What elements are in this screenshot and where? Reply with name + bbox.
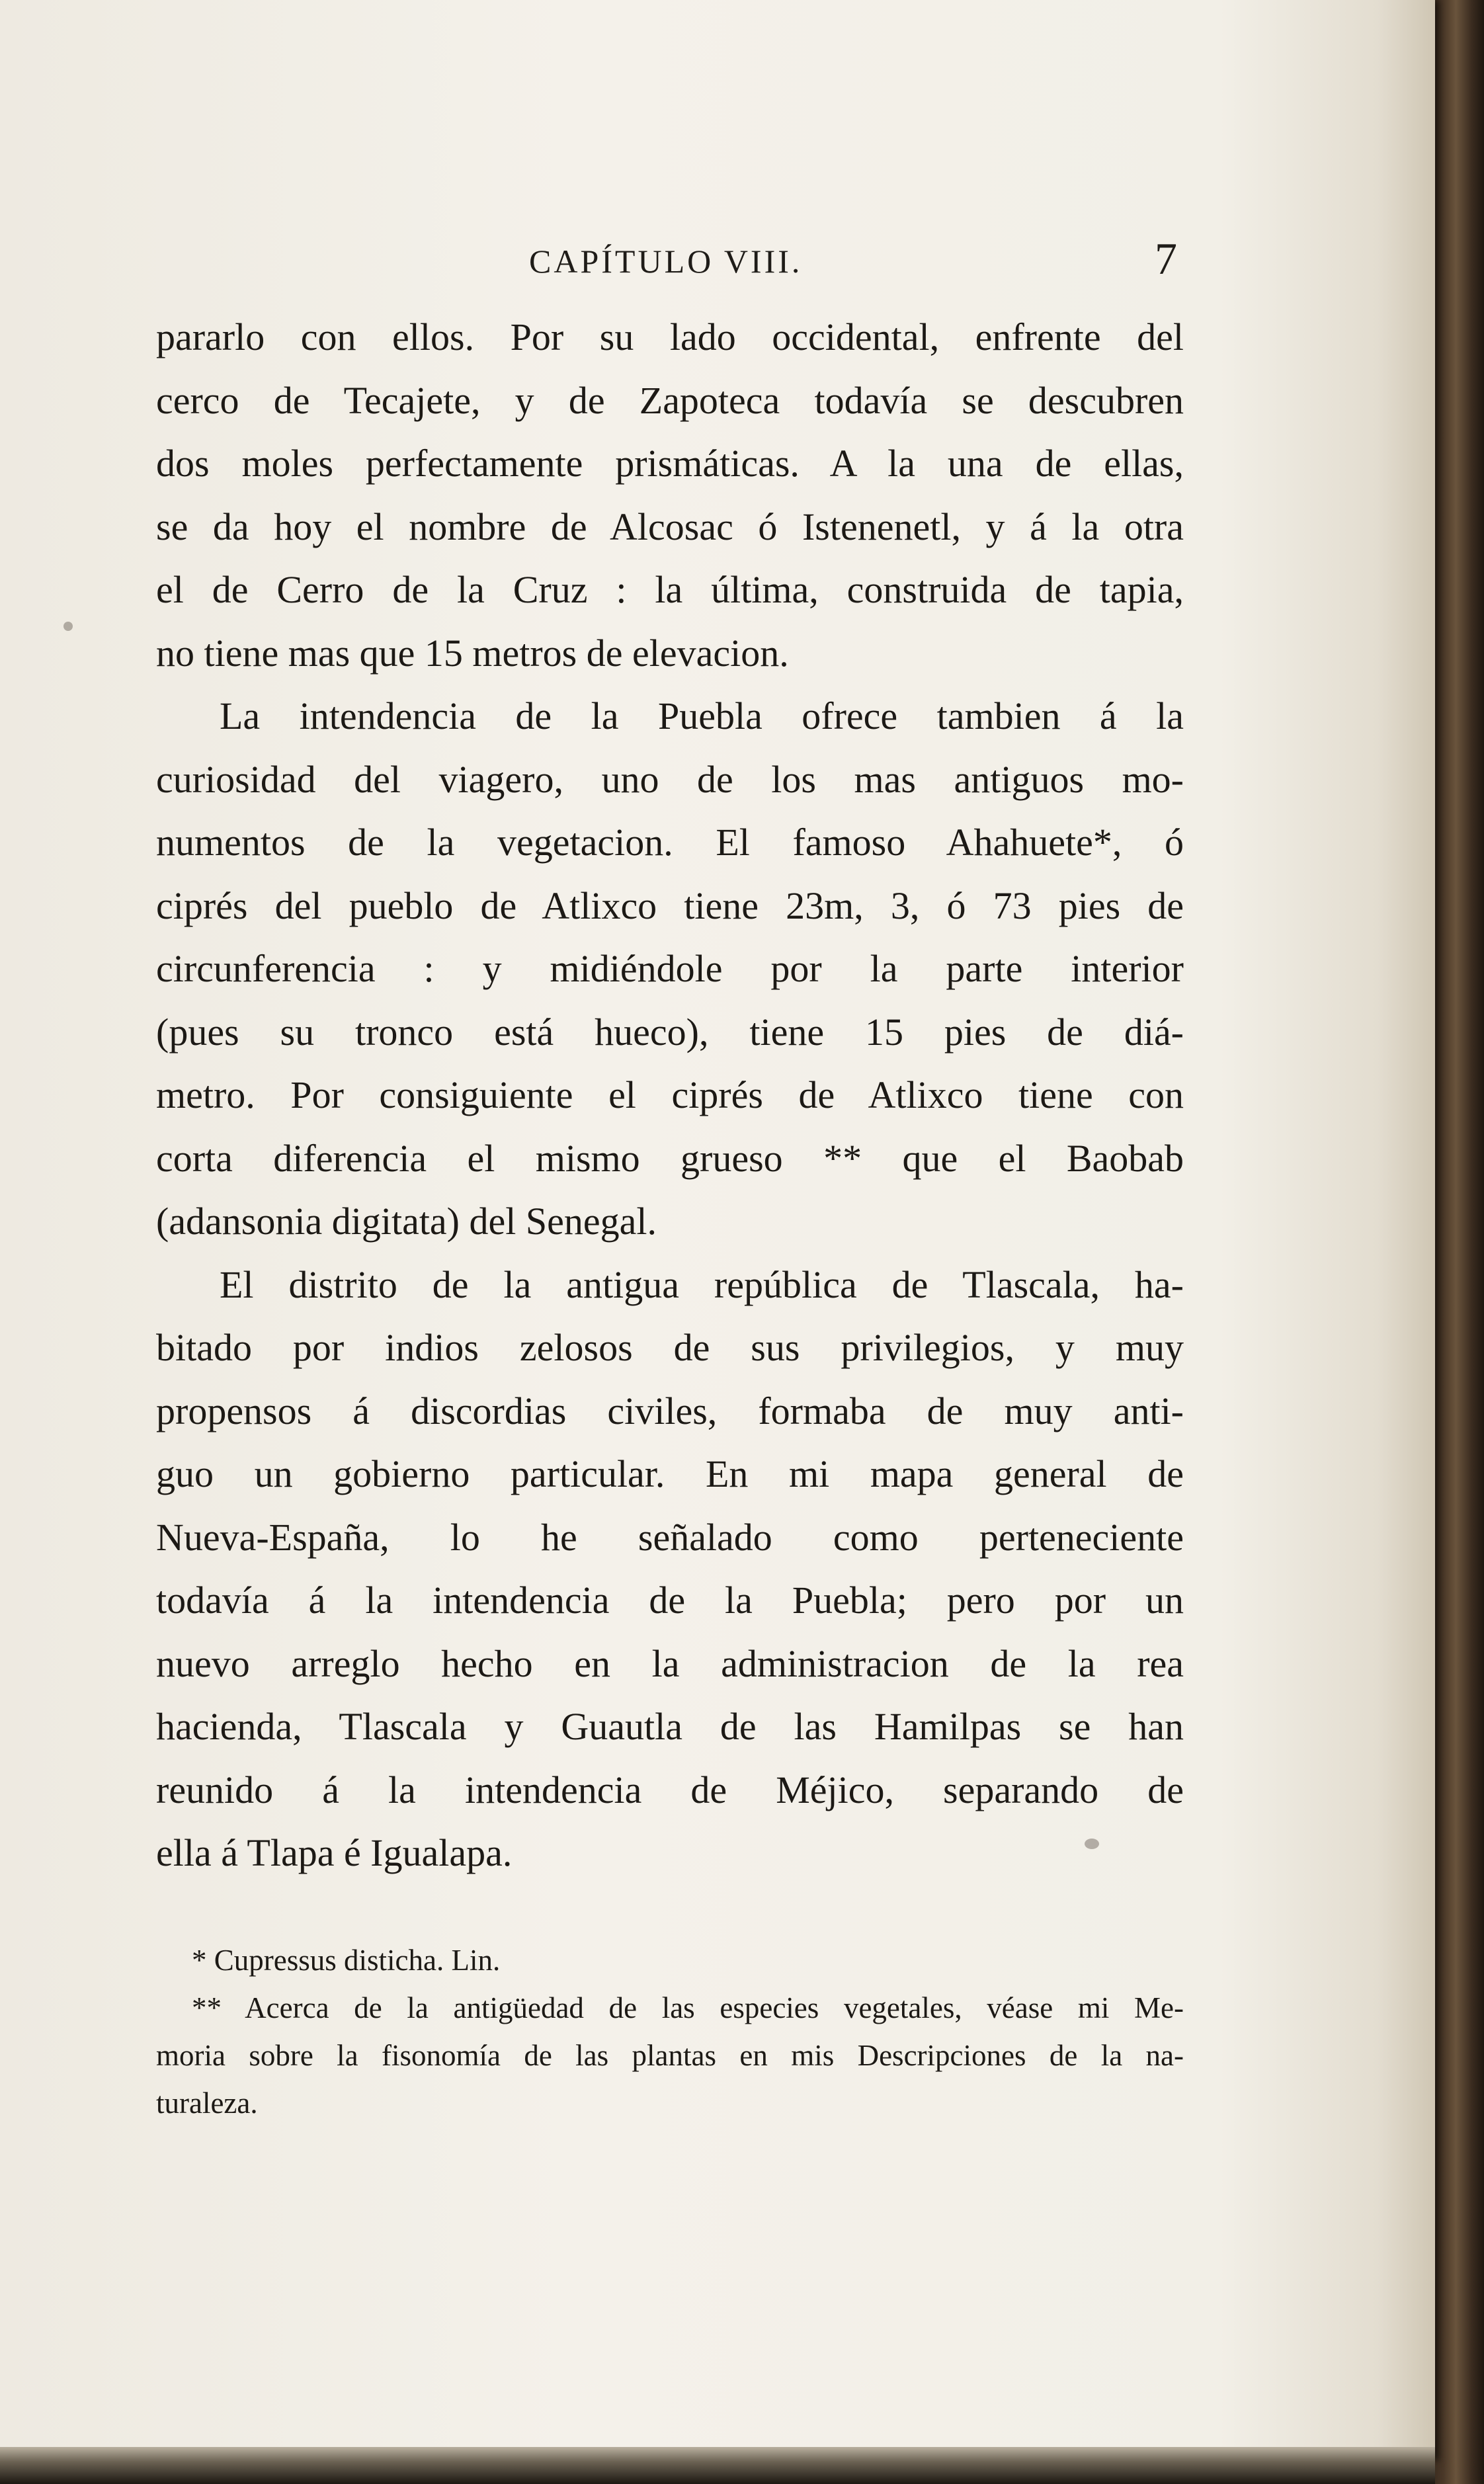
text-line: metro. Por consiguiente el ciprés de Atlixco tiene con [156, 1073, 1184, 1116]
text-line: reunido á la intendencia de Méjico, separando de [156, 1768, 1184, 1811]
text-line: corta diferencia el mismo grueso ** que el Baobab [156, 1136, 1184, 1180]
text-line: hacienda, Tlascala y Guautla de las Hamilpas se han [156, 1705, 1184, 1748]
text-line: se da hoy el nombre de Alcosac ó Istenenetl, y á la otra [156, 505, 1184, 548]
page-number: 7 [1155, 233, 1177, 284]
text-line: ciprés del pueblo de Atlixco tiene 23m, 3, ó 73 pies de [156, 884, 1184, 927]
page-header [159, 233, 1177, 286]
text-line: propensos á discordias civiles, formaba de muy anti- [156, 1389, 1184, 1432]
body-text [156, 306, 1184, 1885]
text-line: (adansonia digitata) del Senegal. [156, 1200, 657, 1243]
footnotes [156, 1936, 1184, 2127]
text-line: todavía á la intendencia de la Puebla; pero por un [156, 1579, 1184, 1622]
text-line: cerco de Tecajete, y de Zapoteca todavía se descubren [156, 378, 1184, 422]
text-line: (pues su tronco está hueco), tiene 15 pies de diá- [156, 1010, 1184, 1054]
text-line: Nueva-España, lo he señalado como perteneciente [156, 1515, 1184, 1559]
footnote-line: turaleza. [156, 2087, 258, 2120]
text-line: bitado por indios zelosos de sus privilegios, y muy [156, 1326, 1184, 1369]
text-line: nuevo arreglo hecho en la administracion de la rea [156, 1641, 1184, 1685]
running-head: CAPÍTULO VIII. [529, 243, 803, 280]
text-line: el de Cerro de la Cruz : la última, construida de tapia, [156, 568, 1184, 611]
text-line: El distrito de la antigua república de Tlascala, ha- [220, 1263, 1184, 1306]
footnote-line: moria sobre la fisonomía de las plantas en mis Descripciones de la na- [156, 2039, 1184, 2072]
text-line: La intendencia de la Puebla ofrece tambien á la [220, 694, 1184, 737]
text-line: ella á Tlapa é Igualapa. [156, 1831, 513, 1874]
footnote-line: ** Acerca de la antigüedad de las especies vegetales, véase mi Me- [192, 1991, 1184, 2024]
page-bottom-shadow [0, 2447, 1435, 2484]
text-line: numentos de la vegetacion. El famoso Ahahuete*, ó [156, 821, 1184, 864]
footnote-line: * Cupressus disticha. Lin. [192, 1944, 501, 1977]
text-line: curiosidad del viagero, uno de los mas antiguos mo- [156, 757, 1184, 801]
text-line: dos moles perfectamente prismáticas. A la una de ellas, [156, 442, 1184, 485]
text-line: pararlo con ellos. Por su lado occidental, enfrente del [156, 315, 1184, 358]
text-line: circunferencia : y midiéndole por la parte interior [156, 947, 1184, 990]
text-line: no tiene mas que 15 metros de elevacion. [156, 631, 789, 675]
text-line: guo un gobierno particular. En mi mapa general de [156, 1452, 1184, 1495]
ink-speck [63, 622, 73, 631]
ink-speck [1085, 1839, 1099, 1849]
